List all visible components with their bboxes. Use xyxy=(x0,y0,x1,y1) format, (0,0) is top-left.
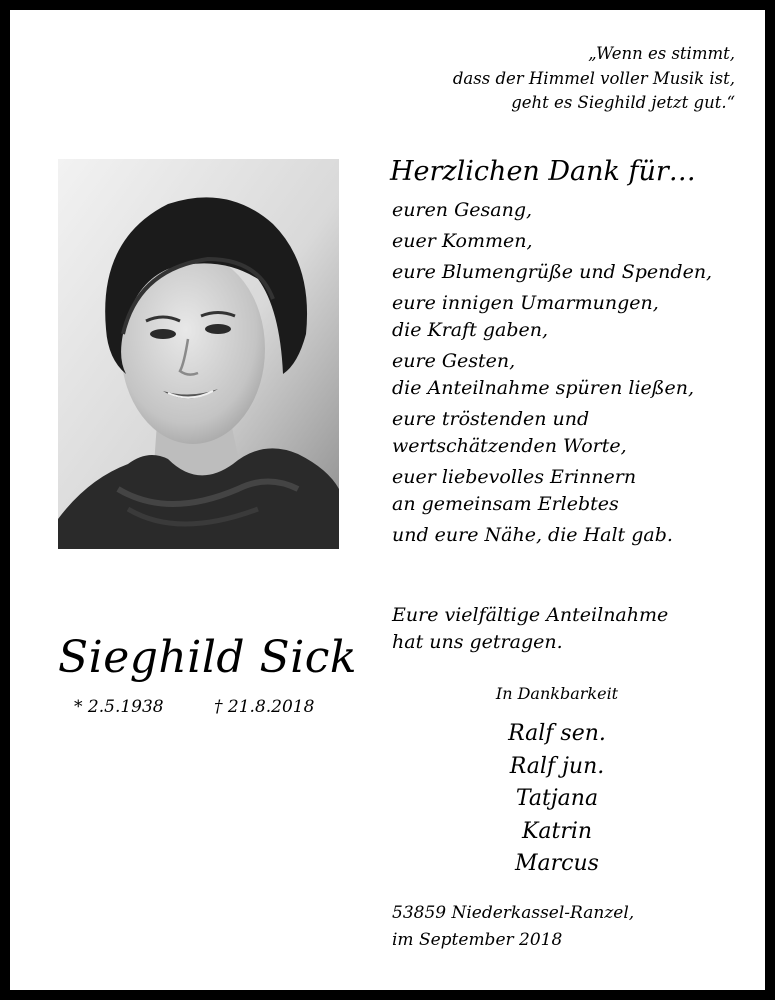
thanks-item xyxy=(392,290,712,344)
thanks-closing xyxy=(392,602,668,656)
thanks-line: an gemeinsam Erlebtes xyxy=(392,493,619,515)
thanks-line: wertschätzenden Worte, xyxy=(392,435,627,457)
thanks-item xyxy=(392,348,712,402)
thanks-item xyxy=(392,406,712,460)
thanks-line: eure innigen Umarmungen, xyxy=(392,292,659,314)
thanks-line: euren Gesang, xyxy=(392,199,533,221)
thanks-item xyxy=(392,522,712,549)
place-line: im September 2018 xyxy=(392,930,563,950)
quote-line: „Wenn es stimmt, xyxy=(588,44,735,63)
portrait-photo xyxy=(58,159,339,549)
thanks-item xyxy=(392,197,712,224)
death-date: † 21.8.2018 xyxy=(214,697,315,717)
thanks-line: eure Gesten, xyxy=(392,350,516,372)
birth-date: * 2.5.1938 xyxy=(74,697,164,717)
deceased-name: Sieghild Sick xyxy=(58,632,358,683)
closing-line: Eure vielfältige Anteilnahme xyxy=(392,604,669,626)
thanks-list xyxy=(392,197,712,553)
thanks-line: eure Blumengrüße und Spenden, xyxy=(392,261,713,283)
mourner-name: Marcus xyxy=(515,851,599,876)
closing-line: hat uns getragen. xyxy=(392,631,563,653)
thanks-line: euer Kommen, xyxy=(392,230,533,252)
thanks-title: Herzlichen Dank für… xyxy=(390,156,696,187)
thanks-line: eure tröstenden und xyxy=(392,408,590,430)
thanks-item xyxy=(392,259,712,286)
mourner-name: Ralf jun. xyxy=(509,753,605,779)
mourner-name: Tatjana xyxy=(515,786,599,811)
thanks-item xyxy=(392,464,712,518)
mourner-name: Katrin xyxy=(521,818,593,844)
signature-names xyxy=(392,718,722,881)
thanks-line: euer liebevolles Erinnern xyxy=(392,466,637,488)
place-date xyxy=(392,900,634,954)
thanks-line: die Anteilnahme spüren ließen, xyxy=(392,377,694,399)
signature-intro: In Dankbarkeit xyxy=(495,684,619,703)
place-line: 53859 Niederkassel-Ranzel, xyxy=(392,903,635,923)
thanks-line: die Kraft gaben, xyxy=(392,319,549,341)
quote-line: geht es Sieghild jetzt gut.“ xyxy=(511,93,735,112)
thanks-line: und eure Nähe, die Halt gab. xyxy=(392,524,673,546)
mourner-name: Ralf sen. xyxy=(508,721,606,746)
thanks-item xyxy=(392,228,712,255)
quote-line: dass der Himmel voller Musik ist, xyxy=(452,68,735,88)
quote xyxy=(315,42,735,116)
